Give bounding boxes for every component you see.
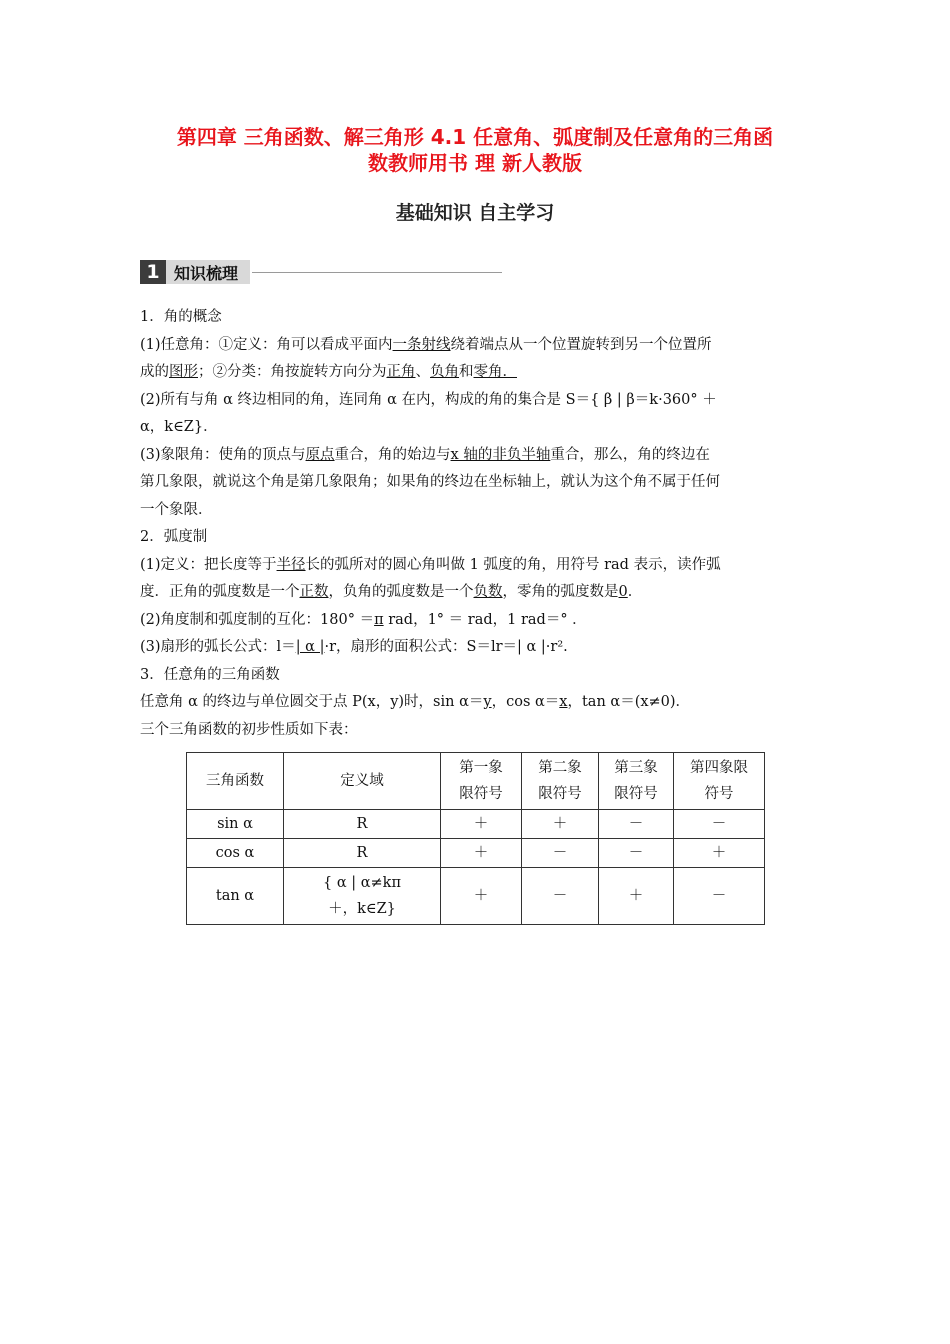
answer-blank: 原点 [305,446,335,463]
table-cell: － [674,868,765,925]
answer-blank: x [559,694,568,710]
text-span: ． [627,584,643,600]
cell-text: 三角函数 [206,773,264,789]
table-cell: － [674,810,765,839]
table-row [187,868,765,925]
text-span: 成的 [140,364,169,380]
heading-trig-functions: 3．任意角的三角函数 [140,666,280,683]
table-header-cell [599,753,674,810]
text-span: ，零角的弧度数是 [502,584,619,600]
table-header-row [187,753,765,810]
table-cell: － [522,868,599,925]
table-cell: － [599,839,674,868]
text-span: ，cos α＝ [491,694,560,710]
table-cell: ＋ [674,839,765,868]
paragraph-line [140,332,810,360]
paragraph-line: 第几象限，就说这个角是第几象限角；如果角的终边在坐标轴上，就认为这个角不属于任何 [140,474,720,490]
text-span: 重合，角的始边与 [334,446,451,463]
table-cell: sin α [187,810,284,839]
section-number-badge: 1 [140,260,166,284]
text-span: 、 [415,364,430,380]
table-header-cell [284,753,441,810]
text-span: 度．正角的弧度数是一个 [140,584,300,600]
text-span: (3)象限角：使角的顶点与 [140,446,306,463]
paragraph-line: 一个象限． [140,501,213,518]
table-row [187,839,765,868]
answer-blank: x 轴的非负半轴 [450,446,551,463]
text-span: (3)扇形的弧长公式：l＝ [140,639,296,655]
table-cell: ＋ [441,839,522,868]
text-span: rad，1° ＝ rad，1 rad＝° ． [383,611,587,628]
cell-text: 定义域 [340,773,384,789]
table-cell: ＋ [599,868,674,925]
cell-text: 第二象 限符号 [538,760,582,802]
table-header-cell [187,753,284,810]
answer-blank: 负数 [473,584,503,600]
section-subtitle: 基础知识 自主学习 [395,202,555,224]
table-cell: { α | α≠kπ ＋，k∈Z} [284,868,441,925]
text-span: (1)定义：把长度等于 [140,556,277,573]
cell-text: 第一象 限符号 [459,760,503,802]
text-span: ；②分类：角按旋转方向分为 [198,364,387,380]
answer-blank: 图形 [169,364,198,380]
section-label: 知识梳理 [166,260,250,284]
text-span: 长的弧所对的圆心角叫做 1 弧度的角，用符号 rad 表示，读作弧 [305,556,721,573]
answer-blank: 负角 [430,364,459,380]
trig-properties-table [186,752,765,925]
table-cell: tan α [187,868,284,925]
table-cell: － [599,810,674,839]
paragraph-line: 三个三角函数的初步性质如下表： [140,721,358,738]
text-span: (1)任意角：①定义：角可以看成平面内 [140,336,393,353]
table-cell: ＋ [441,868,522,925]
heading-angle-concept: 1．角的概念 [140,309,222,325]
paragraph-line [140,634,810,662]
text-span: 绕着端点从一个位置旋转到另一个位置所 [450,336,712,353]
section-divider [252,272,502,273]
answer-blank: 零角． [473,364,517,380]
text-span: ·r，扇形的面积公式：S＝lr＝| α |·r². [324,639,568,655]
heading-radian: 2．弧度制 [140,529,208,545]
paragraph-line [140,579,810,607]
document-title-line-1: 第四章 三角函数、解三角形 4.1 任意角、弧度制及任意角的三角函 [176,125,774,149]
text-span: 重合，那么，角的终边在 [550,446,710,463]
answer-blank: y [483,694,492,710]
document-title-line-2: 数教师用书 理 新人教版 [368,151,582,175]
paragraph-line [140,552,810,580]
answer-blank: π [374,611,384,628]
answer-blank: 半径 [276,556,306,573]
paragraph-line [140,607,810,635]
text-span: 任意角 α 的终边与单位圆交于点 P(x，y)时，sin α＝ [140,694,484,710]
text-span: 和 [459,364,474,380]
table-header-cell [522,753,599,810]
table-row [187,810,765,839]
paragraph-line [140,442,810,470]
text-span: ，tan α＝(x≠0)． [567,694,691,710]
paragraph-line: α，k∈Z}． [140,419,218,435]
content-body [140,304,810,744]
paragraph-line [140,359,810,387]
text-span: ，负角的弧度数是一个 [328,584,474,600]
table-cell: ＋ [441,810,522,839]
cell-text: 第四象限 符号 [690,760,748,802]
answer-blank: 正数 [299,584,329,600]
cell-text: 第三象 限符号 [614,760,658,802]
table-cell: ＋ [522,810,599,839]
answer-blank: 0 [618,584,628,600]
table-header-cell [674,753,765,810]
table-cell: － [522,839,599,868]
table-cell: R [284,810,441,839]
table-cell: R [284,839,441,868]
answer-blank: 一条射线 [392,336,451,353]
section-heading [140,260,502,284]
paragraph-line [140,689,810,717]
paragraph-line: (2)所有与角 α 终边相同的角，连同角 α 在内，构成的角的集合是 S＝{ β | β＝k·360° ＋ [140,391,717,408]
table-header-cell [441,753,522,810]
answer-blank: | α | [295,639,325,655]
table-cell: cos α [187,839,284,868]
text-span: (2)角度制和弧度制的互化：180° ＝ [140,611,375,628]
answer-blank: 正角 [386,364,416,380]
